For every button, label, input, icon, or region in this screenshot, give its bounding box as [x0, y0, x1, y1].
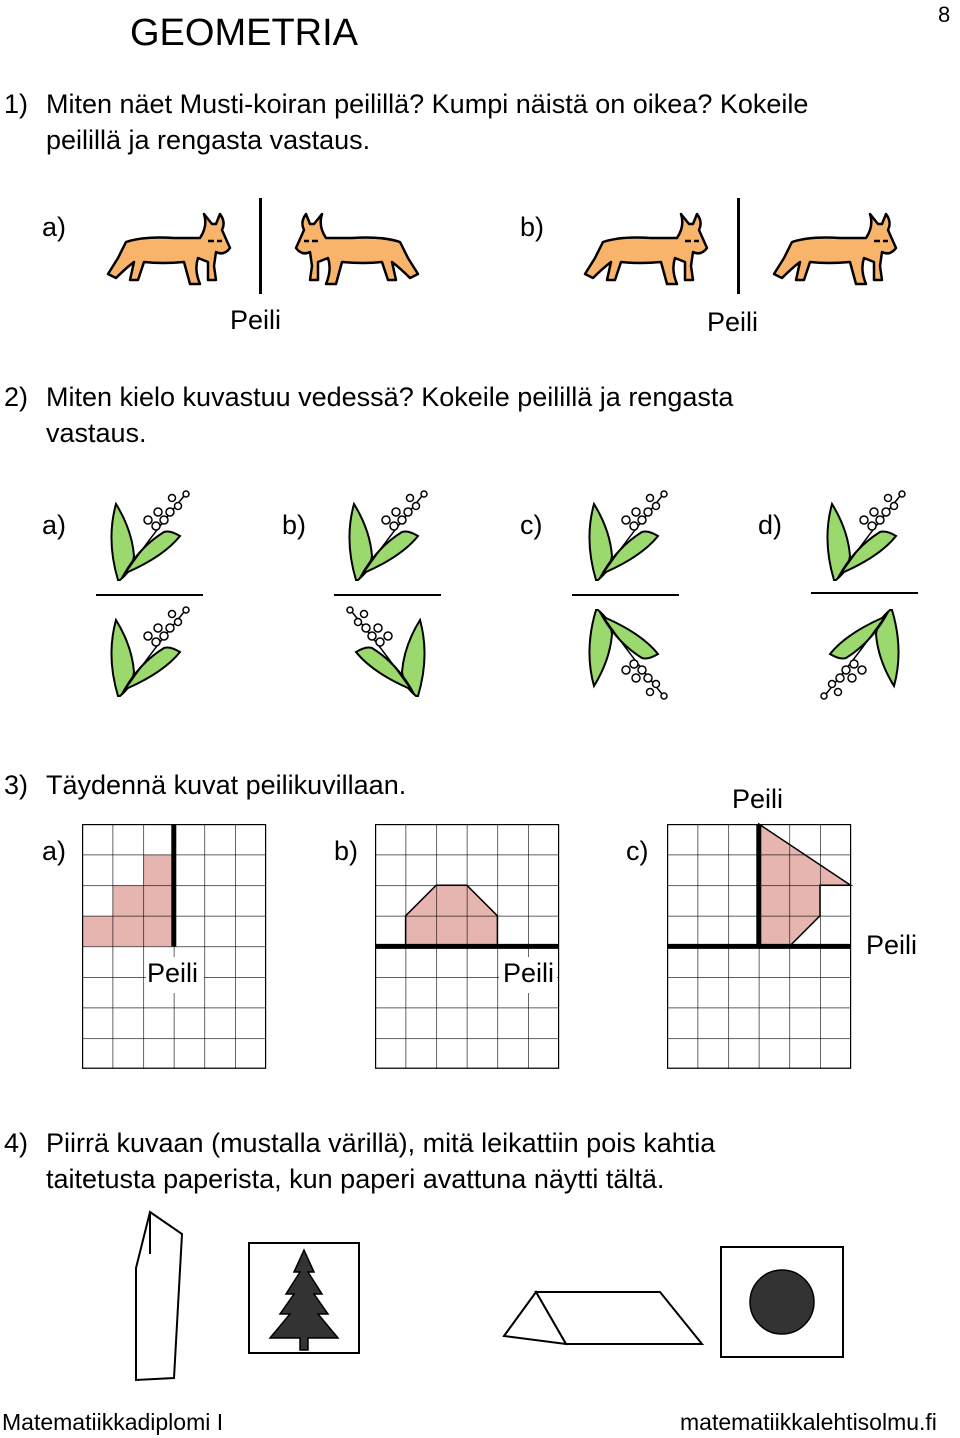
dog-icon [104, 208, 234, 290]
q3-number: 3) [4, 770, 29, 800]
q2-option-a[interactable]: a) [42, 510, 67, 540]
lily-reflection-icon [344, 606, 428, 700]
lily-icon [108, 490, 192, 584]
q2-option-b[interactable]: b) [282, 510, 307, 540]
q3-text: Täydennä kuvat peilikuvillaan. [46, 770, 407, 800]
q2-option-c[interactable]: c) [520, 510, 543, 540]
q2-text-line1: Miten kielo kuvastuu vedessä? Kokeile peilillä ja rengasta [46, 382, 734, 412]
mirror-line-q1a [259, 198, 262, 294]
dog-icon [292, 208, 422, 290]
tree-card-icon[interactable] [248, 1242, 360, 1354]
q1-number: 1) [4, 89, 29, 119]
q3-option-c[interactable]: c) [626, 836, 649, 866]
folded-paper-flat-icon[interactable] [500, 1290, 706, 1352]
lily-icon [346, 490, 430, 584]
q3-option-b[interactable]: b) [334, 836, 359, 866]
water-line-a [96, 594, 203, 596]
page-number: 8 [938, 2, 951, 27]
circle-card-icon[interactable] [720, 1246, 844, 1358]
q1-text-line2: peilillä ja rengasta vastaus. [46, 125, 371, 155]
q3a-mirror-label: Peili [147, 958, 199, 988]
grid-c[interactable] [667, 824, 851, 1069]
q3-option-a[interactable]: a) [42, 836, 67, 866]
lily-icon [586, 490, 670, 584]
lily-reflection-icon [108, 606, 192, 700]
q3b-mirror-label: Peili [503, 958, 555, 988]
q4-text-line1: Piirrä kuvaan (mustalla värillä), mitä leikattiin pois kahtia [46, 1128, 716, 1158]
lily-reflection-icon [818, 606, 902, 700]
grid-b[interactable] [375, 824, 559, 1069]
lily-reflection-icon [586, 606, 670, 700]
q1-option-a[interactable]: a) [42, 212, 67, 242]
folded-paper-tall-icon[interactable] [134, 1212, 192, 1382]
q4-text-line2: taitetusta paperista, kun paperi avattuna näytti tältä. [46, 1164, 665, 1194]
q3c-top-mirror-label: Peili [732, 784, 784, 814]
q1b-mirror-label: Peili [707, 307, 759, 337]
footer-right: matematiikkalehtisolmu.fi [680, 1409, 937, 1435]
q2-text-line2: vastaus. [46, 418, 147, 448]
q4-number: 4) [4, 1128, 29, 1158]
q3c-mirror-label: Peili [866, 930, 918, 960]
lily-icon [824, 490, 908, 584]
grid-a[interactable] [82, 824, 266, 1069]
q1a-mirror-label: Peili [230, 305, 282, 335]
q2-number: 2) [4, 382, 29, 412]
q1-text-line1: Miten näet Musti-koiran peilillä? Kumpi näistä on oikea? Kokeile [46, 89, 809, 119]
dog-icon [770, 208, 900, 290]
water-line-b [334, 594, 441, 596]
page-title: GEOMETRIA [130, 12, 359, 54]
water-line-d [811, 592, 918, 594]
water-line-c [572, 594, 679, 596]
q2-option-d[interactable]: d) [758, 510, 783, 540]
mirror-line-q1b [737, 198, 740, 294]
dog-icon [581, 208, 711, 290]
q1-option-b[interactable]: b) [520, 212, 545, 242]
footer-left: Matematiikkadiplomi I [2, 1409, 224, 1435]
